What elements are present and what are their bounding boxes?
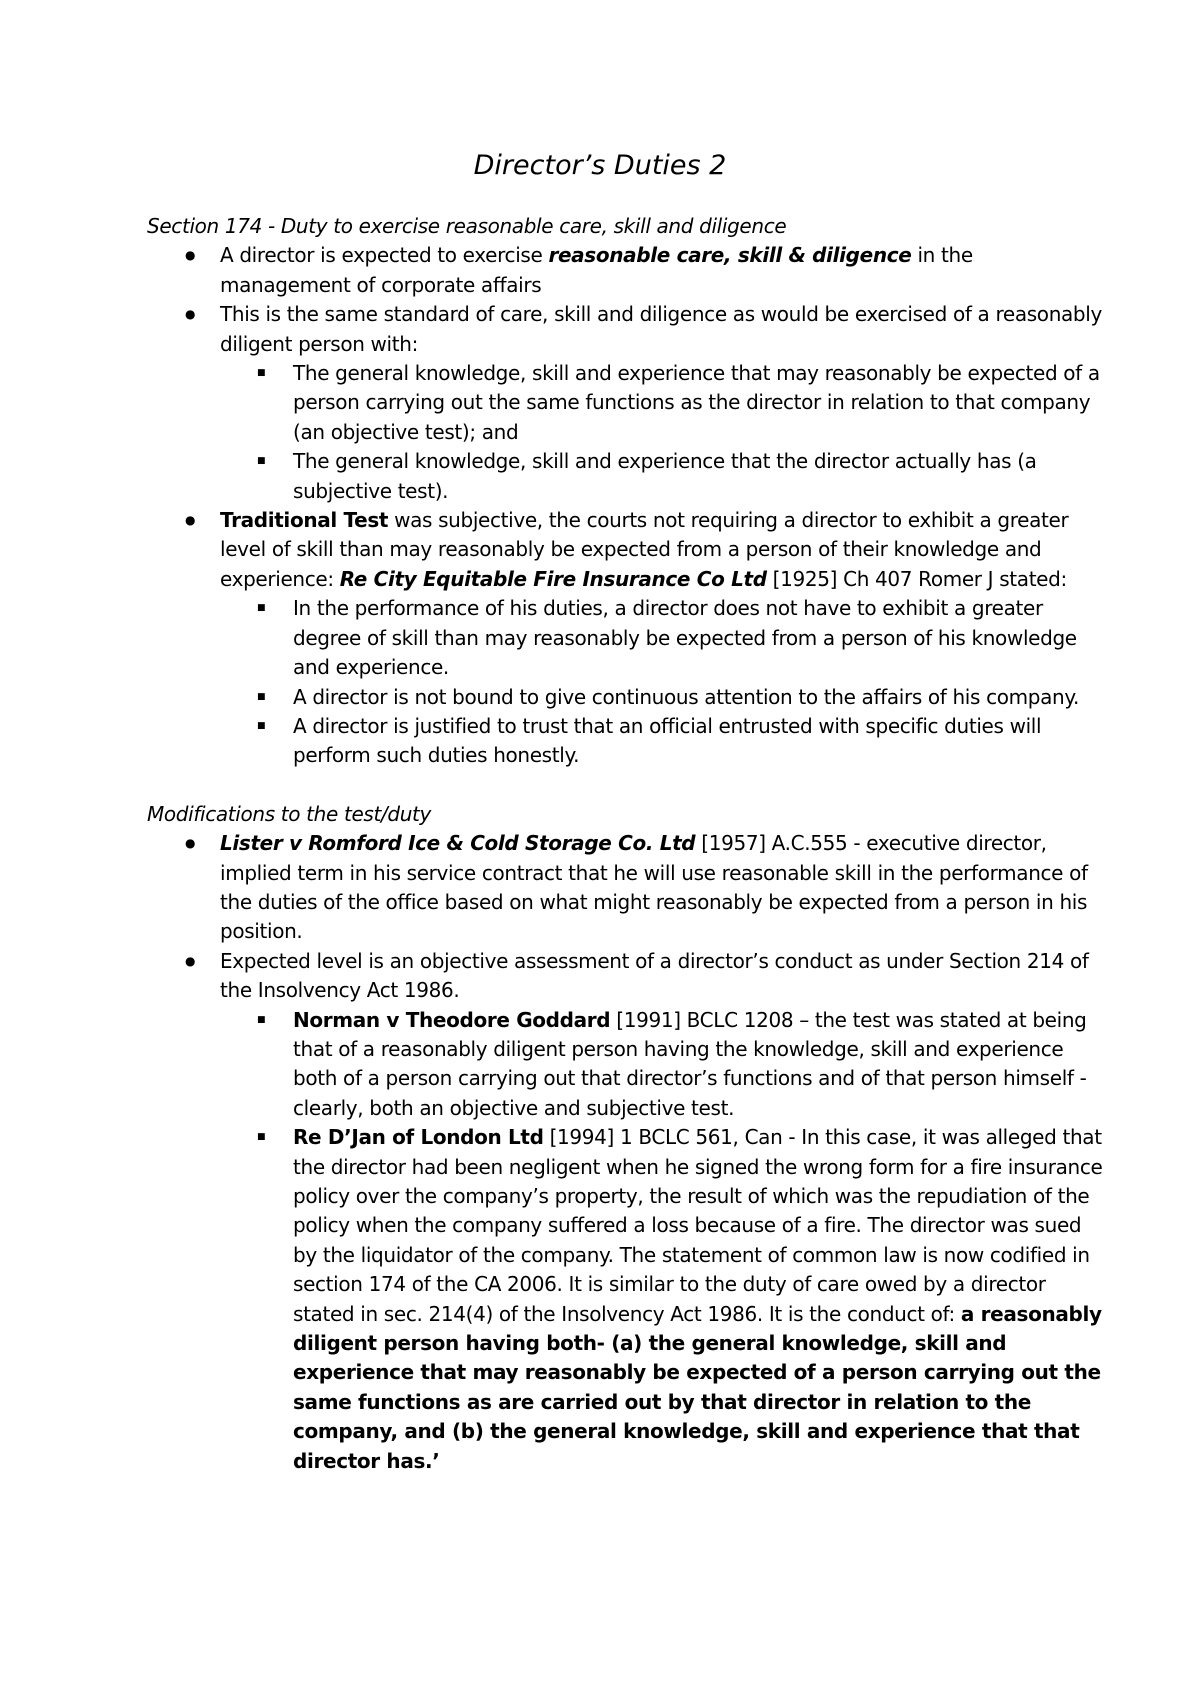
text-run: Expected level is an objective assessment of a director’s conduct as under Section 214 of the Insolvency Act 1986. bbox=[220, 948, 1089, 1003]
sub-list-item: ■ The general knowledge, skill and experience that may reasonably be expected of a person carrying out the same functions as the director in relation to that company (an objective test); and bbox=[220, 359, 1107, 447]
sub-list bbox=[220, 594, 1107, 770]
case-name: Re D’Jan of London Ltd bbox=[293, 1125, 544, 1150]
sub-list-item: ■ A director is justified to trust that an official entrusted with specific duties will perform such duties honestly. bbox=[220, 712, 1107, 771]
spacer bbox=[147, 771, 1107, 800]
list-item bbox=[147, 947, 1107, 1476]
emphasis-text: reasonable care, skill & diligence bbox=[548, 243, 912, 268]
list-item bbox=[147, 829, 1107, 947]
modifications-heading: Modifications to the test/duty bbox=[147, 801, 431, 826]
sub-list-item: ■ A director is not bound to give continuous attention to the affairs of his company. bbox=[220, 683, 1107, 712]
document-body bbox=[147, 212, 1107, 1476]
sub-list-item bbox=[220, 1006, 1107, 1124]
sub-list bbox=[220, 359, 1107, 506]
bold-term: Traditional Test bbox=[220, 508, 389, 533]
text-run: [1991] BCLC 1208 – the test was stated at being that of a reasonably diligent person having the knowledge, skill and experience both of a person carrying out that director’s functions and of that person himself - clearly, both an objective and subjective test. bbox=[293, 1007, 1087, 1120]
list-item bbox=[147, 300, 1107, 506]
text-run: This is the same standard of care, skill and diligence as would be exercised of a reasonably diligent person with: bbox=[220, 302, 1102, 356]
sub-list-item bbox=[220, 1123, 1107, 1476]
text-run: [1994] 1 BCLC 561, Can - In this case, it was alleged that the director had been negligent when he signed the wrong form for a fire insurance policy over the company’s property, the result of which was the repudiation of the policy when the company suffered a loss because of a fire. The director was sued by the liquidator of the company. The statement of common law is now codified in section 174 of the CA 2006. It is similar to the duty of care owed by a director stated in sec. 214(4) of the Insolvency Act 1986. It is the conduct of: bbox=[293, 1125, 1103, 1326]
text-run: was subjective, the courts not requiring a director to exhibit a greater level of skill than may reasonably be expected from a person of their knowledge and experience: bbox=[220, 508, 1069, 591]
bold-quote: a reasonably diligent person having both- (a) the general knowledge, skill and experience that may reasonably be expected of a person carrying out the same functions as are carried out by that director in relation to the company, and (b) the general knowledge, skill and experience that that director has.’ bbox=[293, 1301, 1102, 1473]
text-run: [1957] A.C.555 - executive director, implied term in his service contract that he will use reasonable skill in the performance of the duties of the office based on what might reasonably be expected from a person in his position. bbox=[220, 831, 1088, 944]
page-title: Director’s Duties 2 bbox=[473, 150, 727, 181]
modifications-list bbox=[147, 829, 1107, 1476]
text-run: [1925] Ch 407 Romer J stated: bbox=[766, 566, 1067, 591]
text-run: in the management of corporate affairs bbox=[220, 243, 973, 297]
case-name: Re City Equitable Fire Insurance Co Ltd bbox=[339, 566, 767, 591]
text-run: A director is expected to exercise bbox=[220, 243, 549, 268]
list-item bbox=[147, 241, 1107, 300]
case-name: Lister v Romford Ice & Cold Storage Co. Ltd bbox=[220, 831, 696, 856]
sub-list-item: ■ The general knowledge, skill and experience that the director actually has (a subjective test). bbox=[220, 447, 1107, 506]
sub-list-item: ■ In the performance of his duties, a director does not have to exhibit a greater degree of skill than may reasonably be expected from a person of his knowledge and experience. bbox=[220, 594, 1107, 682]
case-name: Norman v Theodore Goddard bbox=[293, 1007, 611, 1032]
list-item bbox=[147, 506, 1107, 771]
section-174-list bbox=[147, 241, 1107, 770]
sub-list bbox=[220, 1006, 1107, 1477]
section-174-heading: Section 174 - Duty to exercise reasonable care, skill and diligence bbox=[147, 214, 787, 238]
